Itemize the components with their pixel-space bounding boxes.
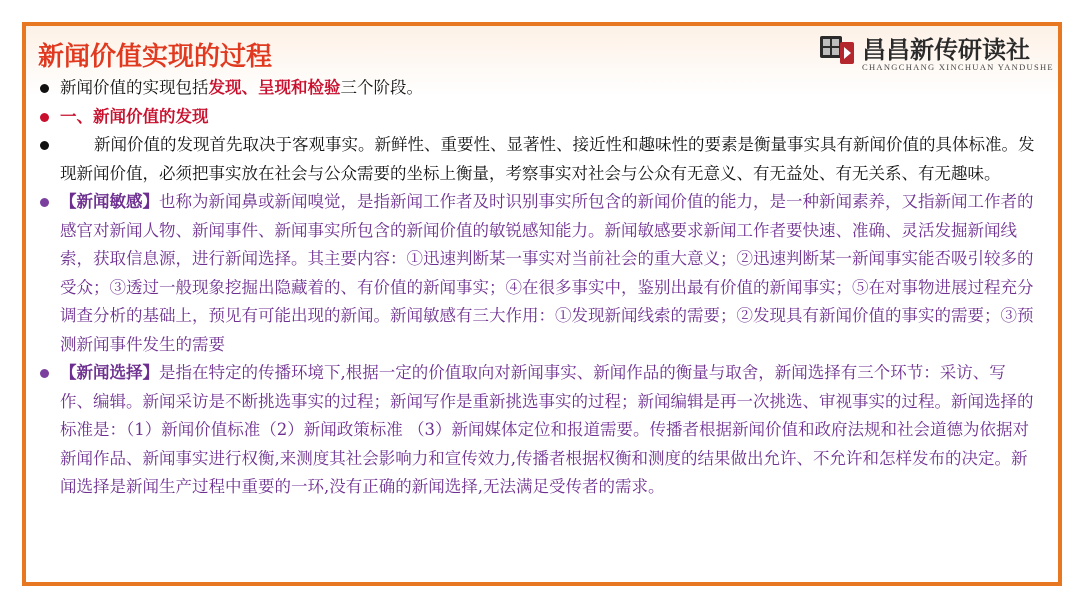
brand-logo: [818, 30, 1054, 78]
logo-name: 昌昌新传研读社: [862, 36, 1030, 64]
news-sense-tag: 【新闻敏感】: [60, 192, 159, 211]
intro-highlight: 发现、呈现和检验: [208, 78, 341, 97]
intro-after: 三个阶段。: [340, 78, 423, 97]
bullet-icon: [40, 198, 49, 207]
film-camera-logo-icon: [818, 30, 856, 68]
bullet-icon: [40, 369, 49, 378]
slide-title: 新闻价值实现的过程: [38, 42, 273, 72]
news-sense-text: 也称为新闻鼻或新闻嗅觉，是指新闻工作者及时识别事实所包含的新闻价值的能力，是一种新闻素养，又指新闻工作者的感官对新闻人物、新闻事件、新闻事实所包含的新闻价值的敏锐感知能力。新闻敏感要求新闻工作者要快速、准确、灵活发掘新闻线索，获取信息源，进行新闻选择。其主要内容：①迅速判断某一事实对当前社会的重大意义；②迅速判断某一新闻事实能否吸引较多的受众；③透过一般现象挖掘出隐藏着的、有价值的新闻事实；④在很多事实中，鉴别出最有价值的新闻事实；⑤在对事物进展过程充分调查分析的基础上，预见有可能出现的新闻。新闻敏感有三大作用：①发现新闻线索的需要；②发现具有新闻价值的事实的需要；③预测新闻事件发生的需要: [60, 192, 1034, 354]
intro-item: [36, 74, 1036, 103]
section-heading: 一、新闻价值的发现: [60, 106, 209, 126]
slide-content: [36, 74, 1036, 502]
bullet-icon: [40, 84, 49, 93]
section-heading-item: [36, 103, 1036, 132]
bullet-icon: [40, 141, 49, 150]
logo-subtitle: CHANGCHANG XINCHUAN YANDUSHE: [862, 62, 1054, 72]
discovery-item: [36, 131, 1036, 188]
news-sense-item: [36, 188, 1036, 359]
news-selection-text: 是指在特定的传播环境下,根据一定的价值取向对新闻事实、新闻作品的衡量与取舍，新闻选择有三个环节：采访、写作、编辑。新闻采访是不断挑选事实的过程；新闻写作是重新挑选事实的过程；新闻编辑是再一次挑选、审视事实的过程。新闻选择的标准是：（1）新闻价值标准（2）新闻政策标准 （3）新闻媒体定位和报道需要。传播者根据新闻价值和政府法规和社会道德为依据对新闻作品、新闻事实进行权衡,来测度其社会影响力和宣传效力,传播者根据权衡和测度的结果做出允许、不允许和怎样发布的决定。新闻选择是新闻生产过程中重要的一环,没有正确的新闻选择,无法满足受传者的需求。: [60, 363, 1034, 496]
intro-before: 新闻价值的实现包括: [60, 78, 209, 97]
news-selection-tag: 【新闻选择】: [60, 363, 159, 382]
discovery-paragraph: 新闻价值的发现首先取决于客观事实。新鲜性、重要性、显著性、接近性和趣味性的要素是衡量事实具有新闻价值的具体标准。发现新闻价值，必须把事实放在社会与公众需要的坐标上衡量，考察事实对社会与公众有无意义、有无益处、有无关系、有无趣味。: [60, 135, 1035, 183]
bullet-icon: [40, 113, 49, 122]
news-selection-item: [36, 359, 1036, 502]
